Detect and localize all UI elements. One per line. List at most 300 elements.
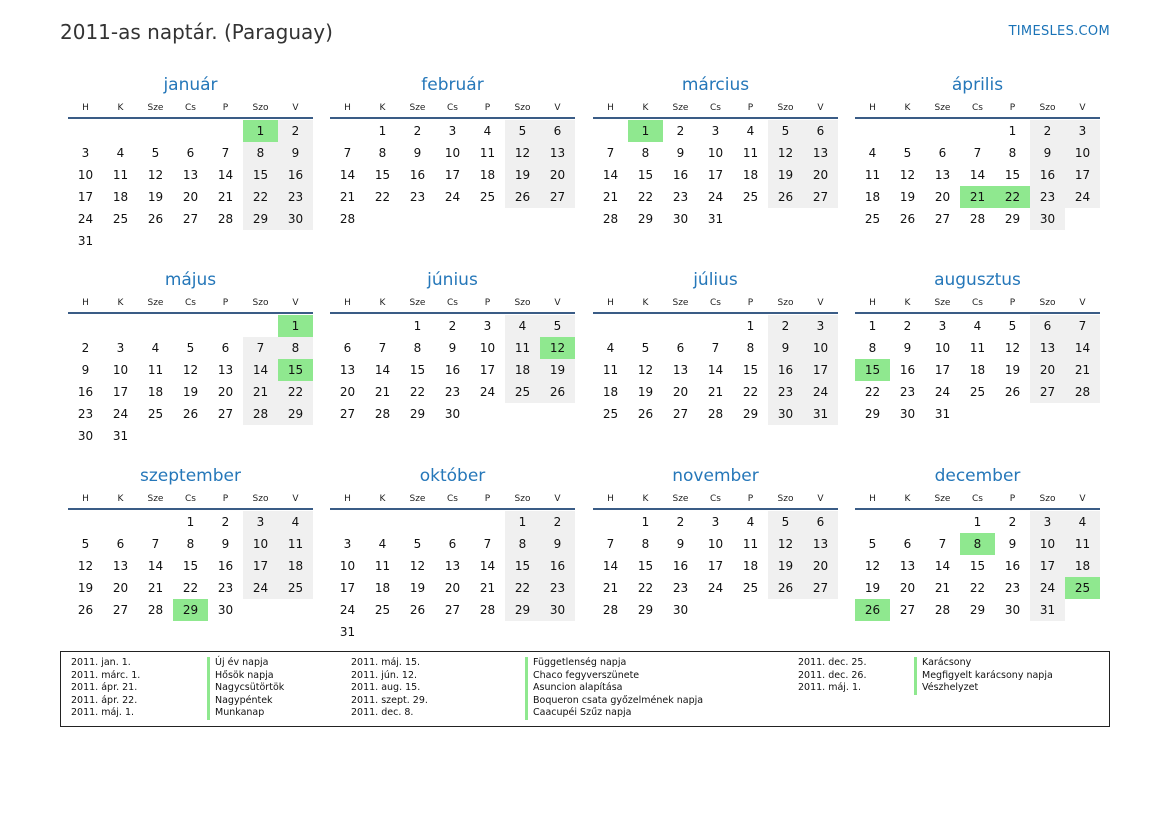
empty-cell xyxy=(663,315,698,337)
empty-cell xyxy=(208,315,243,337)
day-cell: 15 xyxy=(409,363,426,377)
day-cell: 23 xyxy=(77,407,94,421)
day-cell: 28 xyxy=(1065,381,1100,403)
day-cell: 21 xyxy=(602,190,619,204)
weekday-label: H xyxy=(344,298,351,308)
days-grid xyxy=(330,120,575,230)
day-cell: 30 xyxy=(217,603,234,617)
day-cell: 12 xyxy=(864,559,881,573)
weekday-label: Sze xyxy=(147,298,164,308)
day-cell: 5 xyxy=(868,537,877,551)
day-cell: 18 xyxy=(742,559,759,573)
day-cell: 2 xyxy=(768,315,803,337)
day-cell: 16 xyxy=(1004,559,1021,573)
weekday-label: Cs xyxy=(972,298,983,308)
day-cell: 28 xyxy=(969,212,986,226)
day-cell: 17 xyxy=(707,168,724,182)
empty-cell xyxy=(593,511,628,533)
weekday-label: Cs xyxy=(972,103,983,113)
day-cell: 19 xyxy=(864,581,881,595)
holiday-day-cell: 29 xyxy=(173,599,208,621)
day-cell: 14 xyxy=(969,168,986,182)
empty-cell xyxy=(435,511,470,533)
weekday-label: K xyxy=(379,494,386,504)
weekday-label: Cs xyxy=(185,298,196,308)
day-cell: 21 xyxy=(339,190,356,204)
empty-cell xyxy=(330,315,365,337)
legend-dates-col-3 xyxy=(798,657,866,695)
day-cell: 30 xyxy=(444,407,461,421)
day-cell: 18 xyxy=(112,190,129,204)
day-cell: 3 xyxy=(81,146,90,160)
day-cell: 10 xyxy=(112,363,129,377)
day-cell: 14 xyxy=(602,168,619,182)
day-cell: 7 xyxy=(606,537,615,551)
day-cell: 22 xyxy=(243,186,278,208)
day-cell: 27 xyxy=(112,603,129,617)
empty-cell xyxy=(698,315,733,337)
day-cell: 26 xyxy=(768,577,803,599)
day-cell: 6 xyxy=(938,146,947,160)
legend-dates-col-2 xyxy=(351,657,428,720)
month-name: november xyxy=(672,466,759,486)
day-cell: 18 xyxy=(602,385,619,399)
day-cell: 9 xyxy=(1030,142,1065,164)
legend-holiday-name: Vészhelyzet xyxy=(914,682,1053,695)
day-cell: 24 xyxy=(1030,577,1065,599)
month-name: július xyxy=(693,270,738,290)
weekday-label: K xyxy=(642,103,649,113)
day-cell: 7 xyxy=(378,341,387,355)
day-cell: 4 xyxy=(483,124,492,138)
day-cell: 15 xyxy=(637,168,654,182)
day-cell: 18 xyxy=(374,581,391,595)
day-cell: 3 xyxy=(803,315,838,337)
day-cell: 17 xyxy=(479,363,496,377)
day-cell: 3 xyxy=(1065,120,1100,142)
empty-cell xyxy=(365,511,400,533)
day-cell: 19 xyxy=(182,385,199,399)
day-cell: 11 xyxy=(112,168,129,182)
day-cell: 12 xyxy=(768,142,803,164)
day-cell: 19 xyxy=(409,581,426,595)
day-cell: 23 xyxy=(672,581,689,595)
day-cell: 13 xyxy=(803,533,838,555)
empty-cell xyxy=(855,120,890,142)
legend-date: 2011. máj. 15. xyxy=(351,657,421,668)
day-cell: 16 xyxy=(444,363,461,377)
day-cell: 19 xyxy=(1004,363,1021,377)
legend-date: 2011. márc. 1. xyxy=(71,669,141,681)
weekday-label: Sze xyxy=(934,494,951,504)
empty-cell xyxy=(628,315,663,337)
day-cell: 20 xyxy=(899,581,916,595)
day-cell: 3 xyxy=(938,319,947,333)
day-cell: 29 xyxy=(864,407,881,421)
weekday-header xyxy=(330,294,575,314)
weekday-header xyxy=(330,99,575,119)
day-cell: 13 xyxy=(934,168,951,182)
day-cell: 23 xyxy=(409,190,426,204)
day-cell: 29 xyxy=(969,603,986,617)
day-cell: 25 xyxy=(112,212,129,226)
weekday-label: Cs xyxy=(710,103,721,113)
day-cell: 21 xyxy=(374,385,391,399)
day-cell: 2 xyxy=(1030,120,1065,142)
day-cell: 10 xyxy=(707,537,724,551)
weekday-label: Sze xyxy=(409,298,426,308)
day-cell: 17 xyxy=(444,168,461,182)
day-cell: 18 xyxy=(864,190,881,204)
weekday-header xyxy=(68,490,313,510)
weekday-header xyxy=(593,99,838,119)
weekday-label: H xyxy=(607,298,614,308)
weekday-label: K xyxy=(642,298,649,308)
weekday-label: P xyxy=(1009,494,1016,504)
day-cell: 8 xyxy=(1008,146,1017,160)
day-cell: 31 xyxy=(803,403,838,425)
empty-cell xyxy=(138,315,173,337)
day-cell: 1 xyxy=(746,319,755,333)
day-cell: 11 xyxy=(374,559,391,573)
day-cell: 4 xyxy=(606,341,615,355)
day-cell: 13 xyxy=(182,168,199,182)
day-cell: 28 xyxy=(217,212,234,226)
day-cell: 16 xyxy=(672,559,689,573)
holiday-day-cell: 1 xyxy=(628,120,663,142)
day-cell: 5 xyxy=(641,341,650,355)
weekday-label: K xyxy=(904,298,911,308)
day-cell: 26 xyxy=(505,186,540,208)
weekday-label: V xyxy=(292,494,299,504)
day-cell: 8 xyxy=(868,341,877,355)
weekday-label: P xyxy=(1009,298,1016,308)
empty-cell xyxy=(68,120,103,142)
day-cell: 8 xyxy=(378,146,387,160)
weekday-label: V xyxy=(554,494,561,504)
day-cell: 11 xyxy=(742,537,759,551)
day-cell: 31 xyxy=(707,212,724,226)
weekday-label: Szo xyxy=(514,494,531,504)
days-grid xyxy=(68,511,313,621)
day-cell: 6 xyxy=(448,537,457,551)
day-cell: 8 xyxy=(278,337,313,359)
day-cell: 7 xyxy=(243,337,278,359)
weekday-label: P xyxy=(222,494,229,504)
day-cell: 23 xyxy=(899,385,916,399)
day-cell: 2 xyxy=(448,319,457,333)
empty-cell xyxy=(925,511,960,533)
legend-dates-col-1 xyxy=(71,657,140,720)
weekday-label: Sze xyxy=(934,103,951,113)
day-cell: 29 xyxy=(243,208,278,230)
day-cell: 13 xyxy=(899,559,916,573)
day-cell: 1 xyxy=(505,511,540,533)
legend-holiday-name: Boqueron csata győzelmének napja xyxy=(525,695,703,708)
day-cell: 29 xyxy=(1004,212,1021,226)
empty-cell xyxy=(138,511,173,533)
legend-date: 2011. szept. 29. xyxy=(351,694,428,706)
empty-cell xyxy=(470,511,505,533)
day-cell: 31 xyxy=(77,234,94,248)
days-grid xyxy=(593,120,838,230)
day-cell: 24 xyxy=(803,381,838,403)
day-cell: 28 xyxy=(479,603,496,617)
day-cell: 5 xyxy=(505,120,540,142)
weekday-header xyxy=(330,490,575,510)
day-cell: 17 xyxy=(243,555,278,577)
day-cell: 3 xyxy=(243,511,278,533)
empty-cell xyxy=(365,315,400,337)
day-cell: 17 xyxy=(77,190,94,204)
day-cell: 12 xyxy=(1004,341,1021,355)
empty-cell xyxy=(103,120,138,142)
day-cell: 4 xyxy=(278,511,313,533)
month-name: május xyxy=(164,270,217,290)
day-cell: 11 xyxy=(505,337,540,359)
day-cell: 29 xyxy=(637,603,654,617)
day-cell: 12 xyxy=(409,559,426,573)
days-grid xyxy=(855,511,1100,621)
day-cell: 6 xyxy=(803,120,838,142)
day-cell: 9 xyxy=(676,146,685,160)
day-cell: 22 xyxy=(969,581,986,595)
day-cell: 10 xyxy=(243,533,278,555)
day-cell: 27 xyxy=(540,186,575,208)
day-cell: 18 xyxy=(147,385,164,399)
day-cell: 5 xyxy=(81,537,90,551)
day-cell: 17 xyxy=(707,559,724,573)
day-cell: 4 xyxy=(505,315,540,337)
day-cell: 10 xyxy=(339,559,356,573)
legend-date: 2011. jún. 12. xyxy=(351,669,418,681)
empty-cell xyxy=(208,120,243,142)
weekday-label: P xyxy=(747,298,754,308)
month-name: január xyxy=(163,75,218,95)
day-cell: 6 xyxy=(221,341,230,355)
empty-cell xyxy=(330,511,365,533)
weekday-label: K xyxy=(379,298,386,308)
day-cell: 1 xyxy=(186,515,195,529)
days-grid xyxy=(330,315,575,425)
weekday-header xyxy=(68,294,313,314)
day-cell: 24 xyxy=(479,385,496,399)
day-cell: 14 xyxy=(707,363,724,377)
day-cell: 10 xyxy=(707,146,724,160)
weekday-label: V xyxy=(1079,298,1086,308)
weekday-label: V xyxy=(817,494,824,504)
empty-cell xyxy=(890,511,925,533)
weekday-label: Szo xyxy=(514,103,531,113)
day-cell: 8 xyxy=(243,142,278,164)
day-cell: 24 xyxy=(1065,186,1100,208)
day-cell: 16 xyxy=(672,168,689,182)
day-cell: 21 xyxy=(707,385,724,399)
day-cell: 20 xyxy=(803,555,838,577)
day-cell: 14 xyxy=(934,559,951,573)
weekday-label: Szo xyxy=(252,298,269,308)
day-cell: 7 xyxy=(938,537,947,551)
day-cell: 22 xyxy=(637,190,654,204)
day-cell: 25 xyxy=(742,190,759,204)
month-calendar xyxy=(593,269,838,425)
weekday-label: V xyxy=(292,103,299,113)
legend-date: 2011. dec. 25. xyxy=(798,657,867,668)
day-cell: 13 xyxy=(112,559,129,573)
weekday-label: P xyxy=(484,103,491,113)
day-cell: 11 xyxy=(147,363,164,377)
day-cell: 21 xyxy=(934,581,951,595)
day-cell: 14 xyxy=(602,559,619,573)
day-cell: 16 xyxy=(409,168,426,182)
day-cell: 20 xyxy=(112,581,129,595)
day-cell: 5 xyxy=(186,341,195,355)
weekday-header xyxy=(68,99,313,119)
day-cell: 26 xyxy=(182,407,199,421)
day-cell: 18 xyxy=(969,363,986,377)
day-cell: 10 xyxy=(934,341,951,355)
empty-cell xyxy=(68,511,103,533)
day-cell: 22 xyxy=(742,385,759,399)
day-cell: 10 xyxy=(444,146,461,160)
month-calendar xyxy=(855,465,1100,621)
day-cell: 26 xyxy=(409,603,426,617)
month-calendar xyxy=(68,465,313,621)
day-cell: 8 xyxy=(413,341,422,355)
day-cell: 26 xyxy=(768,186,803,208)
day-cell: 6 xyxy=(540,120,575,142)
day-cell: 2 xyxy=(413,124,422,138)
day-cell: 23 xyxy=(768,381,803,403)
weekday-label: P xyxy=(747,103,754,113)
day-cell: 13 xyxy=(672,363,689,377)
day-cell: 3 xyxy=(343,537,352,551)
legend-holiday-name: Függetlenség napja xyxy=(525,657,703,670)
weekday-label: Szo xyxy=(777,103,794,113)
weekday-label: V xyxy=(817,298,824,308)
day-cell: 19 xyxy=(77,581,94,595)
day-cell: 4 xyxy=(1065,511,1100,533)
day-cell: 6 xyxy=(116,537,125,551)
weekday-label: H xyxy=(344,494,351,504)
empty-cell xyxy=(593,315,628,337)
day-cell: 28 xyxy=(243,403,278,425)
weekday-label: K xyxy=(117,103,124,113)
empty-cell xyxy=(925,120,960,142)
day-cell: 25 xyxy=(374,603,391,617)
day-cell: 2 xyxy=(903,319,912,333)
day-cell: 5 xyxy=(768,511,803,533)
days-grid xyxy=(593,315,838,425)
day-cell: 23 xyxy=(1004,581,1021,595)
legend-holiday-name: Nagycsütörtök xyxy=(207,682,284,695)
day-cell: 14 xyxy=(339,168,356,182)
weekday-label: Szo xyxy=(514,298,531,308)
day-cell: 6 xyxy=(903,537,912,551)
day-cell: 8 xyxy=(505,533,540,555)
weekday-label: Szo xyxy=(1039,298,1056,308)
day-cell: 25 xyxy=(147,407,164,421)
day-cell: 16 xyxy=(217,559,234,573)
weekday-label: H xyxy=(82,298,89,308)
day-cell: 12 xyxy=(77,559,94,573)
days-grid xyxy=(330,511,575,643)
empty-cell xyxy=(960,120,995,142)
day-cell: 1 xyxy=(641,515,650,529)
weekday-label: H xyxy=(607,103,614,113)
day-cell: 2 xyxy=(221,515,230,529)
day-cell: 30 xyxy=(768,403,803,425)
weekday-label: H xyxy=(869,103,876,113)
weekday-label: K xyxy=(117,298,124,308)
day-cell: 6 xyxy=(803,511,838,533)
day-cell: 5 xyxy=(903,146,912,160)
day-cell: 21 xyxy=(217,190,234,204)
day-cell: 25 xyxy=(864,212,881,226)
day-cell: 21 xyxy=(243,381,278,403)
day-cell: 6 xyxy=(676,341,685,355)
weekday-label: V xyxy=(292,298,299,308)
day-cell: 2 xyxy=(676,515,685,529)
day-cell: 3 xyxy=(1030,511,1065,533)
day-cell: 19 xyxy=(540,359,575,381)
empty-cell xyxy=(173,120,208,142)
holiday-day-cell: 22 xyxy=(995,186,1030,208)
day-cell: 10 xyxy=(479,341,496,355)
day-cell: 9 xyxy=(413,146,422,160)
day-cell: 12 xyxy=(637,363,654,377)
weekday-label: V xyxy=(554,103,561,113)
brand-link[interactable]: TIMESLES.COM xyxy=(1008,24,1110,39)
weekday-label: Cs xyxy=(710,298,721,308)
day-cell: 7 xyxy=(151,537,160,551)
day-cell: 17 xyxy=(339,581,356,595)
day-cell: 20 xyxy=(672,385,689,399)
legend-date: 2011. aug. 15. xyxy=(351,682,421,694)
day-cell: 31 xyxy=(934,407,951,421)
day-cell: 21 xyxy=(1065,359,1100,381)
weekday-label: P xyxy=(222,298,229,308)
empty-cell xyxy=(68,315,103,337)
day-cell: 24 xyxy=(934,385,951,399)
day-cell: 22 xyxy=(637,581,654,595)
day-cell: 17 xyxy=(1065,164,1100,186)
holiday-day-cell: 1 xyxy=(243,120,278,142)
month-calendar xyxy=(330,74,575,230)
day-cell: 8 xyxy=(746,341,755,355)
day-cell: 4 xyxy=(378,537,387,551)
month-calendar xyxy=(593,74,838,230)
day-cell: 15 xyxy=(637,559,654,573)
days-grid xyxy=(68,120,313,252)
day-cell: 5 xyxy=(151,146,160,160)
weekday-label: Cs xyxy=(710,494,721,504)
day-cell: 16 xyxy=(540,555,575,577)
weekday-label: Szo xyxy=(777,298,794,308)
legend-holiday-name: Chaco fegyverszünete xyxy=(525,670,703,683)
day-cell: 21 xyxy=(479,581,496,595)
day-cell: 16 xyxy=(768,359,803,381)
day-cell: 17 xyxy=(934,363,951,377)
day-cell: 9 xyxy=(81,363,90,377)
empty-cell xyxy=(138,120,173,142)
day-cell: 13 xyxy=(1030,337,1065,359)
day-cell: 3 xyxy=(116,341,125,355)
weekday-label: Cs xyxy=(972,494,983,504)
day-cell: 18 xyxy=(479,168,496,182)
month-calendar xyxy=(855,74,1100,230)
holiday-day-cell: 26 xyxy=(855,599,890,621)
